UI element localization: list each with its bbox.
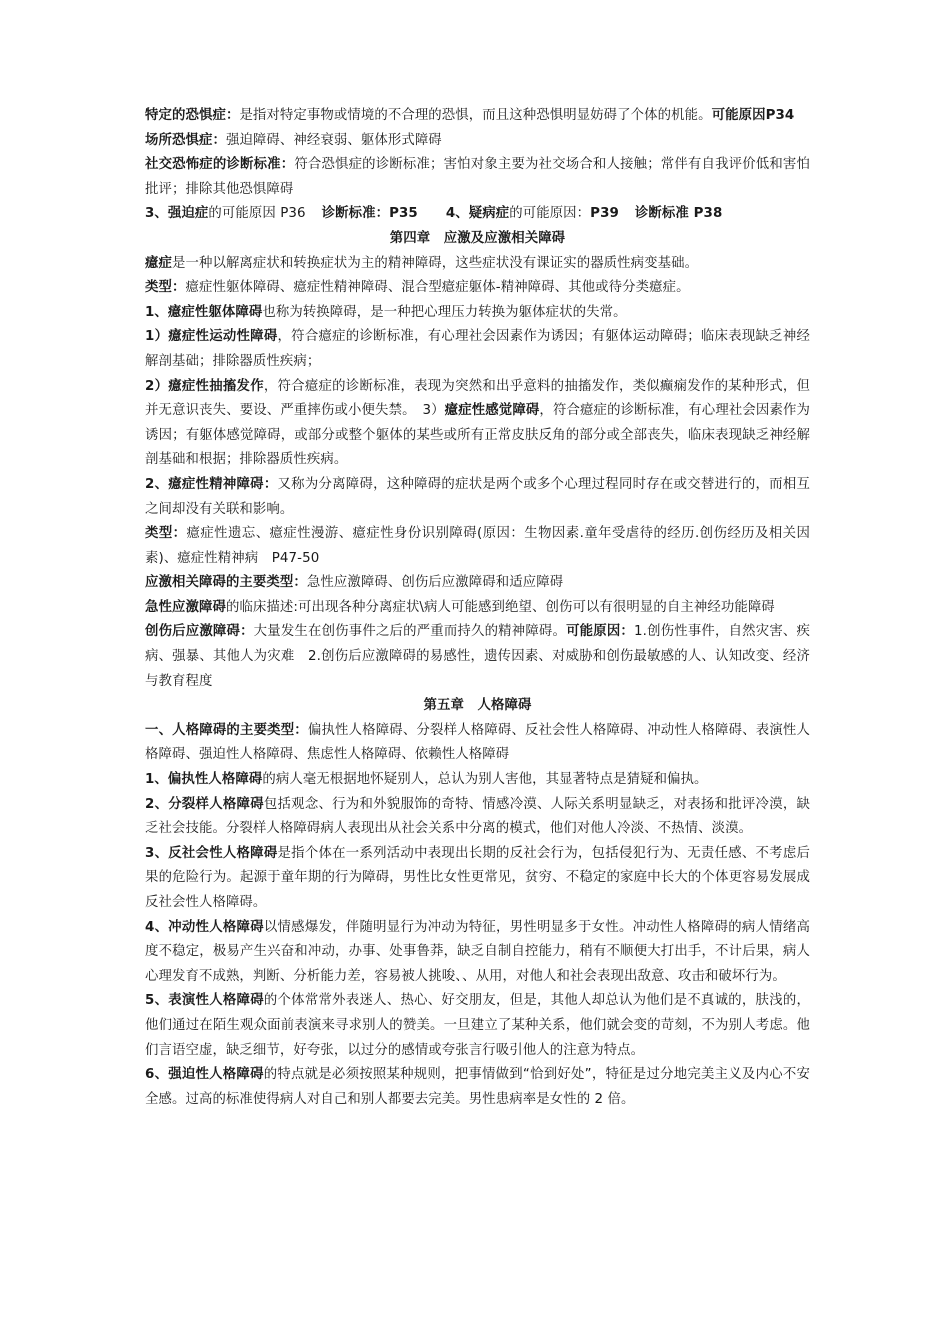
bold-term: 1）癔症性运动性障碍 <box>145 329 278 345</box>
chapter-heading <box>145 694 810 719</box>
paragraph <box>145 571 810 596</box>
paragraph <box>145 325 810 374</box>
text-run: 的临床描述:可出现各种分离症状\病人可能感到绝望、创伤可以有很明显的自主神经功能障碍 <box>225 599 775 615</box>
bold-term: 3、反社会性人格障碍 <box>145 845 278 861</box>
bold-term: 2）癔症性抽搐发作 <box>145 378 264 394</box>
bold-term: 社交恐怖症的诊断标准： <box>145 157 295 173</box>
text-run: ，符合癔症的诊断标准，有心理社会因素作为诱因；有躯体感觉障碍，或部分或整个躯体的某些或所有正常皮肤反角的部分或全部丧失，临床表现缺乏神经解剖基础和根据；排除器质性疾病。 <box>145 403 811 468</box>
text-run: 又称为分离障碍，这种障碍的症状是两个或多个心理过程同时存在或交替进行的，而相互之间却没有关联和影响。 <box>145 476 810 517</box>
text-run: 1.创伤性事件，自然灾害、疾病、强暴、其他人为灾难 2.创伤后应激障碍的易感性，遗传因素、对威胁和创伤最敏感的人、认知改变、经济与教育程度 <box>145 624 810 689</box>
paragraph <box>145 842 810 916</box>
paragraph <box>145 202 810 227</box>
paragraph <box>145 252 810 277</box>
paragraph <box>145 129 810 154</box>
text-run: 的个体常常外表迷人、热心、好交朋友，但是，其他人却总认为他们是不真诚的，肤浅的，他们通过在陌生观众面前表演来寻求别人的赞美。一旦建立了某种关系，他们就会变的苛刻，不为别人考虑。他们言语空虚，缺乏细节，好夸张，以过分的感情或夸张言行吸引他人的注意为特点。 <box>145 993 811 1058</box>
text-run: 强迫障碍、神经衰弱、躯体形式障碍 <box>225 132 442 148</box>
text-run: 也称为转换障碍，是一种把心理压力转换为躯体症状的失常。 <box>262 304 627 320</box>
text-run: 以情感爆发，伴随明显行为冲动为特征，男性明显多于女性。冲动性人格障碍的病人情绪高度不稳定，极易产生兴奋和冲动，办事、处事鲁莽，缺乏自制自控能力，稍有不顺便大打出手，不计后果，病人心理发育不成熟，判断、分析能力差，容易被人挑唆、、从用，对他人和社会表现出敌意、攻击和破坏行为。 <box>145 919 811 984</box>
bold-term: 诊断标准 P38 <box>634 206 723 222</box>
paragraph <box>145 375 810 473</box>
bold-term: 癔症性感觉障碍 <box>444 403 540 419</box>
text-run: 是指对特定事物或情境的不合理的恐惧，而且这种恐惧明显妨碍了个体的机能。 <box>239 108 712 123</box>
bold-term: 2、癔症性精神障碍： <box>145 476 278 492</box>
text-run: 符合恐惧症的诊断标准；害怕对象主要为社交场合和人接触；常伴有自我评价低和害怕批评；排除其他恐惧障碍 <box>145 157 811 197</box>
bold-term: 场所恐惧症： <box>145 132 226 148</box>
bold-term: 癔症 <box>145 255 172 271</box>
paragraph <box>145 793 810 842</box>
paragraph <box>145 989 810 1063</box>
paragraph <box>145 596 810 621</box>
paragraph <box>145 104 810 129</box>
text-run: 癔症性遗忘、癔症性漫游、癔症性身份识别障碍(原因：生物因素.童年受虐待的经历.创伤经历及相关因素)、癔症性精神病 P47-50 <box>145 526 810 566</box>
paragraph <box>145 916 810 990</box>
text-run: 的特点就是必须按照某种规则，把事情做到“恰到好处”，特征是过分地完美主义及内心不安全感。过高的标准使得病人对自己和别人都要去完美。男性患病率是女性的 2 倍。 <box>145 1067 810 1107</box>
text-run: 包括观念、行为和外貌服饰的奇特、情感冷漠、人际关系明显缺乏，对表扬和批评冷漠，缺乏社会技能。分裂样人格障碍病人表现出从社会关系中分离的模式，他们对他人冷淡、不热情、淡漠。 <box>145 796 811 837</box>
text-run: 的病人毫无根据地怀疑别人，总认为别人害他，其显著特点是猜疑和偏执。 <box>262 772 708 788</box>
chapter-heading <box>145 227 810 252</box>
paragraph <box>145 301 810 326</box>
bold-term: 3、强迫症 <box>145 206 209 222</box>
bold-term: 6、强迫性人格障碍 <box>145 1067 264 1083</box>
text-run: ，符合癔症的诊断标准，表现为突然和出乎意料的抽搐发作，类似癫痫发作的某种形式，但并无意识丧失、要设、严重摔伤或小便失禁。 3） <box>145 378 811 419</box>
bold-term: 1、癔症性躯体障碍 <box>145 304 263 320</box>
text-run: 癔症性躯体障碍、癔症性精神障碍、混合型癔症躯体-精神障碍、其他或待分类癔症。 <box>185 280 690 296</box>
text-run: 的可能原因 P36 <box>208 206 306 222</box>
bold-term: 应激相关障碍的主要类型： <box>145 575 307 591</box>
text-run: 偏执性人格障碍、分裂样人格障碍、反社会性人格障碍、冲动性人格障碍、表演性人格障碍、强迫性人格障碍、焦虑性人格障碍、依赖性人格障碍 <box>145 722 810 763</box>
paragraph <box>145 473 810 522</box>
bold-term: 第五章 人格障碍 <box>423 698 532 714</box>
paragraph <box>145 153 810 202</box>
bold-term: 可能原因P34 <box>711 108 795 123</box>
bold-term: 创伤后应激障碍： <box>145 624 254 640</box>
bold-term: 1、偏执性人格障碍 <box>145 772 263 788</box>
text-run: 的可能原因： <box>509 206 591 222</box>
bold-term: 急性应激障碍 <box>145 599 226 615</box>
bold-term: 一、人格障碍的主要类型： <box>145 722 308 738</box>
bold-term: 类型： <box>145 526 187 542</box>
text-run: 急性应激障碍、创伤后应激障碍和适应障碍 <box>306 575 564 591</box>
bold-term: 4、冲动性人格障碍 <box>145 919 264 935</box>
bold-term: 特定的恐惧症： <box>145 108 240 123</box>
text-run: ，符合癔症的诊断标准，有心理社会因素作为诱因；有躯体运动障碍；临床表现缺乏神经解剖基础；排除器质性疾病； <box>145 329 810 369</box>
paragraph <box>145 719 810 768</box>
text-run: 是一种以解离症状和转换症状为主的精神障碍，这些症状没有课证实的器质性病变基础。 <box>171 255 699 271</box>
text-run: 是指个体在一系列活动中表现出长期的反社会行为，包括侵犯行为、无责任感、不考虑后果的危险行为。起源于童年期的行为障碍，男性比女性更常见，贫穷、不稳定的家庭中长大的个体更容易发展成反社会性人格障碍。 <box>145 845 810 910</box>
bold-term: 4、疑病症 <box>445 206 510 222</box>
paragraph <box>145 276 810 301</box>
bold-term: 5、表演性人格障碍 <box>145 993 264 1009</box>
paragraph <box>145 522 810 571</box>
text-run: 大量发生在创伤事件之后的严重而持久的精神障碍。 <box>253 624 567 640</box>
paragraph <box>145 768 810 793</box>
bold-term: P39 <box>590 206 619 222</box>
paragraph <box>145 1063 810 1112</box>
bold-term: 类型： <box>145 280 186 296</box>
paragraph <box>145 620 810 694</box>
bold-term: 可能原因： <box>566 624 635 640</box>
bold-term: 诊断标准：P35 <box>321 206 418 222</box>
bold-term: 2、分裂样人格障碍 <box>145 796 264 812</box>
bold-term: 第四章 应激及应激相关障碍 <box>389 230 566 246</box>
document-body <box>145 104 810 1112</box>
